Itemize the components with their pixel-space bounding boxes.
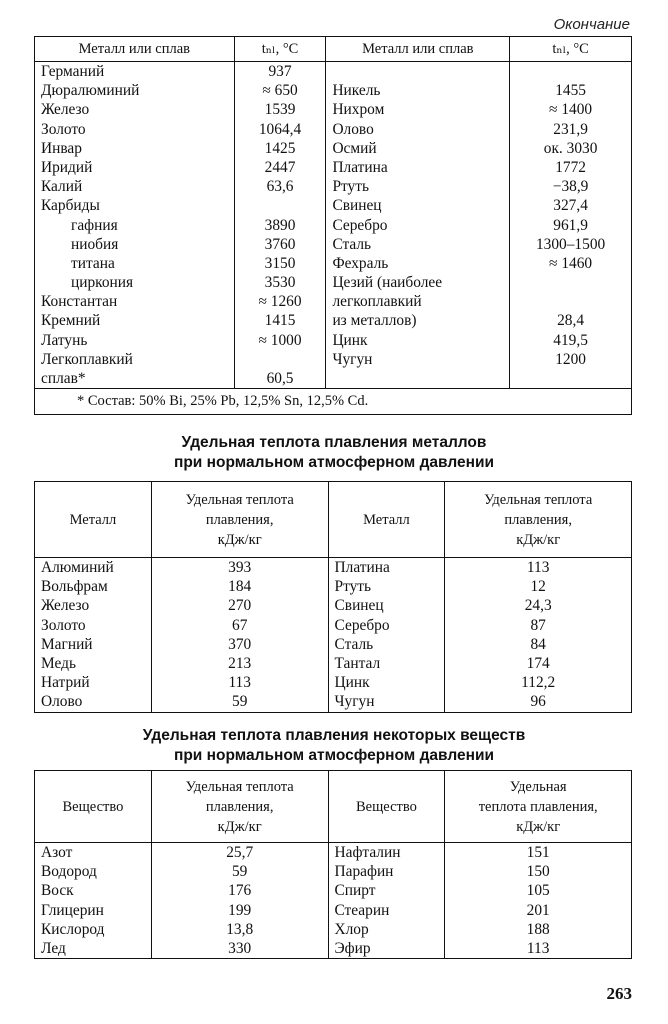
melting-temp: 231,9 <box>553 120 588 138</box>
melting-temp: 28,4 <box>557 312 585 330</box>
metal-name: Карбиды <box>41 197 100 215</box>
substances-heat-title-line1: Удельная теплота плавления некоторых веществ <box>142 727 526 744</box>
melting-left-values <box>234 62 326 389</box>
heat-value: 201 <box>526 901 550 919</box>
heat-value: 150 <box>526 863 550 881</box>
melting-point-table <box>34 36 632 415</box>
table-row <box>35 881 632 900</box>
metals-heat-header-value-right <box>445 482 632 558</box>
header-line: кДж/кг <box>516 818 561 835</box>
footnote: * Состав: 50% Bi, 25% Pb, 12,5% Sn, 12,5% Cd. <box>35 389 632 415</box>
metals-heat-title <box>0 433 668 473</box>
substance-name: Хлор <box>328 920 445 939</box>
header-line: кДж/кг <box>217 818 262 835</box>
heat-value: 188 <box>526 920 550 938</box>
metal-name: Ртуть <box>332 178 369 196</box>
heat-value: 25,7 <box>151 843 328 863</box>
table-row <box>35 862 632 881</box>
heat-value: 176 <box>151 881 328 900</box>
substance-name: Эфир <box>328 939 445 959</box>
melting-right-names <box>326 62 510 389</box>
header-temp-left: tₙₗ, °C <box>234 37 326 62</box>
header-line: плавления, <box>205 798 274 815</box>
heat-value: 87 <box>530 616 546 634</box>
melting-temp: ≈ 1460 <box>549 254 593 272</box>
melting-temp: 1300–1500 <box>535 235 606 253</box>
heat-value: 67 <box>151 616 328 635</box>
table-row <box>35 577 632 596</box>
table-row <box>35 558 632 578</box>
substance-name: Сталь <box>328 635 445 654</box>
metal-name: Дюралюминий <box>41 82 140 100</box>
substance-name: Спирт <box>328 881 445 900</box>
table-row <box>35 843 632 863</box>
melting-temp: ≈ 1400 <box>549 101 593 119</box>
melting-temp: 1455 <box>555 82 586 100</box>
continuation-label: Окончание <box>553 16 630 33</box>
melting-temp: 3760 <box>264 235 296 253</box>
substances-heat-header-name-right: Вещество <box>328 771 445 843</box>
heat-value: 174 <box>526 655 550 673</box>
substances-heat-title-line2: при нормальном атмосферном давлении <box>173 747 495 764</box>
header-line: кДж/кг <box>217 531 262 548</box>
metal-name: из металлов) <box>332 312 417 330</box>
substance-name: Чугун <box>328 692 445 712</box>
melting-temp: ≈ 1000 <box>258 331 302 349</box>
melting-temp: 3890 <box>264 216 296 234</box>
melting-temp: ≈ 1260 <box>258 293 302 311</box>
heat-value: 213 <box>151 654 328 673</box>
header-line: Удельная теплота <box>185 778 294 795</box>
melting-temp: 2447 <box>264 158 296 176</box>
metal-name: Калий <box>41 178 83 196</box>
heat-value: 370 <box>151 635 328 654</box>
heat-value: 13,8 <box>151 920 328 939</box>
table-row <box>35 920 632 939</box>
melting-temp: 3530 <box>264 274 296 292</box>
table-row <box>35 692 632 712</box>
substance-name: Цинк <box>328 673 445 692</box>
substance-name: Алюминий <box>35 558 152 578</box>
metals-heat-header-value-left <box>151 482 328 558</box>
heat-value: 199 <box>151 901 328 920</box>
substance-name: Медь <box>35 654 152 673</box>
melting-temp <box>235 196 326 215</box>
metals-heat-header-name-left: Металл <box>35 482 152 558</box>
substance-name: Вольфрам <box>35 577 152 596</box>
substance-name: Лед <box>35 939 152 959</box>
heat-value: 270 <box>151 596 328 615</box>
metal-name: Платина <box>332 158 388 176</box>
substance-name: Стеарин <box>328 901 445 920</box>
metal-name: Германий <box>41 63 105 80</box>
melting-temp <box>510 273 631 292</box>
heat-value: 59 <box>151 692 328 712</box>
melting-temp: 1200 <box>555 350 586 368</box>
metal-name: Инвар <box>41 139 82 157</box>
melting-temp: 1415 <box>264 312 296 330</box>
melting-temp: 63,6 <box>266 178 294 196</box>
metal-name: Нихром <box>332 101 385 119</box>
melting-temp: 327,4 <box>553 197 588 215</box>
header-line: теплота плавления, <box>478 798 598 815</box>
header-line: плавления, <box>205 511 274 528</box>
substance-name: Натрий <box>35 673 152 692</box>
melting-temp: −38,9 <box>552 178 589 196</box>
metal-name: легкоплавкий <box>332 293 422 311</box>
melting-temp: 419,5 <box>553 331 588 349</box>
heat-value: 24,3 <box>524 597 552 615</box>
melting-temp: 1539 <box>264 101 296 119</box>
substance-name: Золото <box>35 616 152 635</box>
substance-name: Ртуть <box>328 577 445 596</box>
melting-temp: 961,9 <box>553 216 588 234</box>
metal-name: ниобия <box>71 235 119 253</box>
substance-name: Азот <box>35 843 152 863</box>
melting-temp: 937 <box>268 63 292 80</box>
header-line: Удельная теплота <box>484 491 593 508</box>
substance-name: Железо <box>35 596 152 615</box>
table-row <box>35 673 632 692</box>
heat-value: 12 <box>530 578 546 596</box>
melting-temp <box>235 350 326 369</box>
metal-name: Серебро <box>332 216 388 234</box>
heat-value: 113 <box>151 673 328 692</box>
melting-left-names <box>35 62 235 389</box>
heat-value: 96 <box>530 693 546 711</box>
metal-name: Латунь <box>41 331 88 349</box>
metal-name: гафния <box>71 216 118 234</box>
metal-name: Фехраль <box>332 254 389 272</box>
header-metal-left: Металл или сплав <box>35 37 235 62</box>
substance-name: Свинец <box>328 596 445 615</box>
heat-value: 113 <box>526 559 550 576</box>
header-metal-right: Металл или сплав <box>326 37 510 62</box>
heat-value: 112,2 <box>521 674 556 692</box>
melting-temp: ≈ 650 <box>262 82 298 100</box>
substances-heat-table <box>34 770 632 959</box>
header-temp-right: tₙₗ, °C <box>510 37 632 62</box>
melting-temp: 1425 <box>264 139 296 157</box>
substance-name: Глицерин <box>35 901 152 920</box>
header-line: Удельная теплота <box>185 491 294 508</box>
metals-heat-header-name-right: Металл <box>328 482 445 558</box>
heat-value: 113 <box>526 940 550 958</box>
melting-temp: 60,5 <box>266 370 294 387</box>
table-row <box>35 596 632 615</box>
table-row <box>35 654 632 673</box>
melting-temp: ок. 3030 <box>543 139 598 157</box>
metal-name: Цинк <box>332 331 368 349</box>
substance-name: Тантал <box>328 654 445 673</box>
substances-heat-header-value-left <box>151 771 328 843</box>
metal-name: Кремний <box>41 312 101 330</box>
metal-name: титана <box>71 254 115 272</box>
metal-name: Железо <box>41 101 90 119</box>
metals-heat-table <box>34 481 632 713</box>
table-row <box>35 901 632 920</box>
heat-value: 393 <box>151 558 328 578</box>
heat-value: 59 <box>151 862 328 881</box>
metal-name: Иридий <box>41 158 93 176</box>
substance-name: Магний <box>35 635 152 654</box>
substance-name: Олово <box>35 692 152 712</box>
table-row <box>35 635 632 654</box>
metals-heat-title-line1: Удельная теплота плавления металлов <box>181 434 487 451</box>
substance-name: Воск <box>35 881 152 900</box>
metal-name: Цезий (наиболее <box>332 274 443 292</box>
substance-name: Кислород <box>35 920 152 939</box>
melting-temp: 1772 <box>555 158 586 176</box>
metal-name: Чугун <box>332 350 373 368</box>
table-row <box>35 939 632 959</box>
header-line: кДж/кг <box>516 531 561 548</box>
metal-name: Свинец <box>332 197 382 215</box>
metal-name: циркония <box>71 274 134 292</box>
header-line: Удельная <box>509 778 567 795</box>
metal-name: Легкоплавкий <box>41 350 133 368</box>
melting-temp: 1064,4 <box>258 120 302 138</box>
heat-value: 84 <box>530 635 546 653</box>
metal-name: Олово <box>332 120 374 138</box>
substance-name: Платина <box>328 558 445 578</box>
heat-value: 184 <box>151 577 328 596</box>
header-line: плавления, <box>504 511 572 528</box>
substances-heat-title <box>0 726 668 766</box>
melting-temp: 3150 <box>264 254 296 272</box>
page-number: 263 <box>606 984 632 1003</box>
metal-name: Константан <box>41 293 118 311</box>
metal-name: сплав* <box>41 370 86 387</box>
metals-heat-title-line2: при нормальном атмосферном давлении <box>173 454 495 471</box>
substance-name: Парафин <box>328 862 445 881</box>
heat-value: 105 <box>526 882 550 900</box>
metal-name: Осмий <box>332 139 377 157</box>
heat-value: 151 <box>526 844 550 861</box>
metal-name: Никель <box>332 82 381 100</box>
substance-name: Серебро <box>328 616 445 635</box>
substances-heat-header-name-left: Вещество <box>35 771 152 843</box>
melting-temp <box>510 292 631 311</box>
table-row <box>35 616 632 635</box>
melting-right-values <box>510 62 632 389</box>
metal-name: Золото <box>41 120 86 138</box>
substance-name: Нафталин <box>328 843 445 863</box>
metal-name: Сталь <box>332 235 372 253</box>
substance-name: Водород <box>35 862 152 881</box>
substances-heat-header-value-right <box>445 771 632 843</box>
heat-value: 330 <box>151 939 328 959</box>
